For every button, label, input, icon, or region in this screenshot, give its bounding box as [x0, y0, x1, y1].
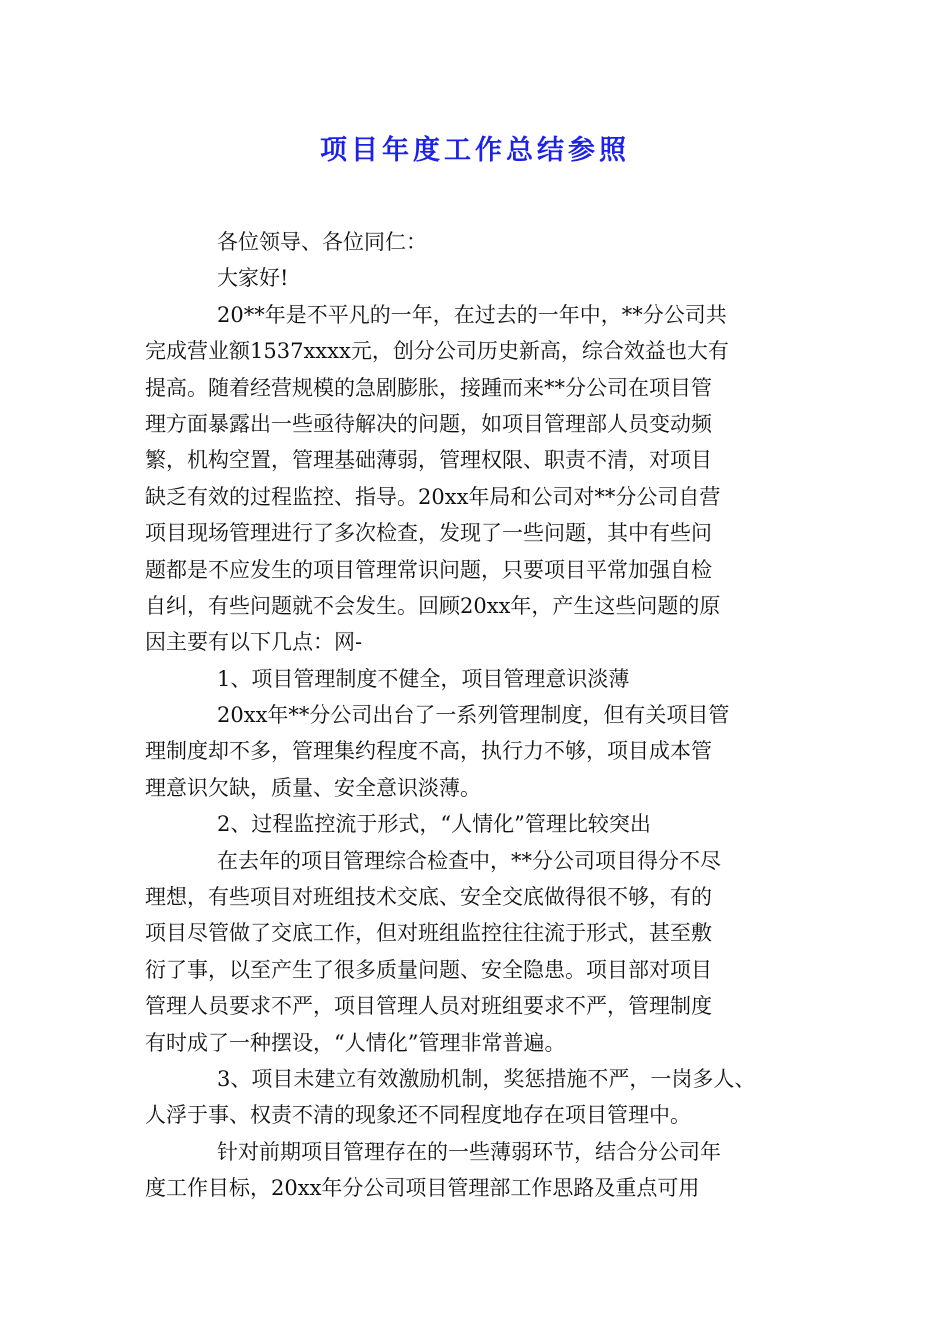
paragraph-line: 理方面暴露出一些亟待解决的问题，如项目管理部人员变动频	[145, 411, 712, 436]
paragraph-line: 1、项目管理制度不健全，项目管理意识淡薄	[217, 666, 630, 691]
paragraph-line: 2、过程监控流于形式，“人情化”管理比较突出	[217, 812, 651, 837]
paragraph-line: 理想，有些项目对班组技术交底、安全交底做得很不够，有的	[145, 885, 712, 910]
paragraph-line: 20**年是不平凡的一年，在过去的一年中，**分公司共	[217, 302, 727, 327]
paragraph-line: 项目尽管做了交底工作，但对班组监控往往流于形式，甚至敷	[145, 921, 712, 946]
paragraph-line: 因主要有以下几点：网-	[145, 630, 363, 655]
paragraph-line: 自纠，有些问题就不会发生。回顾20xx年，产生这些问题的原	[145, 593, 721, 618]
document-title: 项目年度工作总结参照	[320, 135, 630, 166]
paragraph-line: 管理人员要求不严，项目管理人员对班组要求不严，管理制度	[145, 994, 712, 1019]
paragraph-line: 在去年的项目管理综合检查中，**分公司项目得分不尽	[217, 848, 721, 873]
paragraph-line: 3、项目未建立有效激励机制，奖惩措施不严，一岗多人、	[217, 1066, 756, 1091]
paragraph-line: 繁，机构空置，管理基础薄弱，管理权限、职责不清，对项目	[145, 448, 712, 473]
document-body	[145, 224, 805, 1207]
paragraph-line: 有时成了一种摆设，“人情化”管理非常普遍。	[145, 1030, 566, 1055]
paragraph-line: 各位领导、各位同仁：	[217, 230, 427, 254]
paragraph-line: 大家好!	[217, 266, 289, 291]
paragraph-line: 度工作目标，20xx年分公司项目管理部工作思路及重点可用	[145, 1176, 700, 1201]
paragraph-line: 针对前期项目管理存在的一些薄弱环节，结合分公司年	[217, 1139, 721, 1164]
paragraph-line: 人浮于事、权责不清的现象还不同程度地存在项目管理中。	[145, 1103, 691, 1128]
paragraph-line: 理意识欠缺，质量、安全意识淡薄。	[145, 775, 481, 800]
paragraph-line: 理制度却不多，管理集约程度不高，执行力不够，项目成本管	[145, 739, 712, 764]
paragraph-line: 缺乏有效的过程监控、指导。20xx年局和公司对**分公司自营	[145, 484, 721, 509]
paragraph-line: 衍了事，以至产生了很多质量问题、安全隐患。项目部对项目	[145, 957, 712, 982]
paragraph-line: 题都是不应发生的项目管理常识问题，只要项目平常加强自检	[145, 557, 712, 582]
paragraph-line: 20xx年**分公司出台了一系列管理制度，但有关项目管	[217, 703, 730, 728]
paragraph-line: 项目现场管理进行了多次检查，发现了一些问题，其中有些问	[145, 521, 712, 546]
paragraph-line: 完成营业额1537xxxx元，创分公司历史新高，综合效益也大有	[145, 339, 729, 364]
paragraph-line: 提高。随着经营规模的急剧膨胀，接踵而来**分公司在项目管	[145, 375, 712, 400]
